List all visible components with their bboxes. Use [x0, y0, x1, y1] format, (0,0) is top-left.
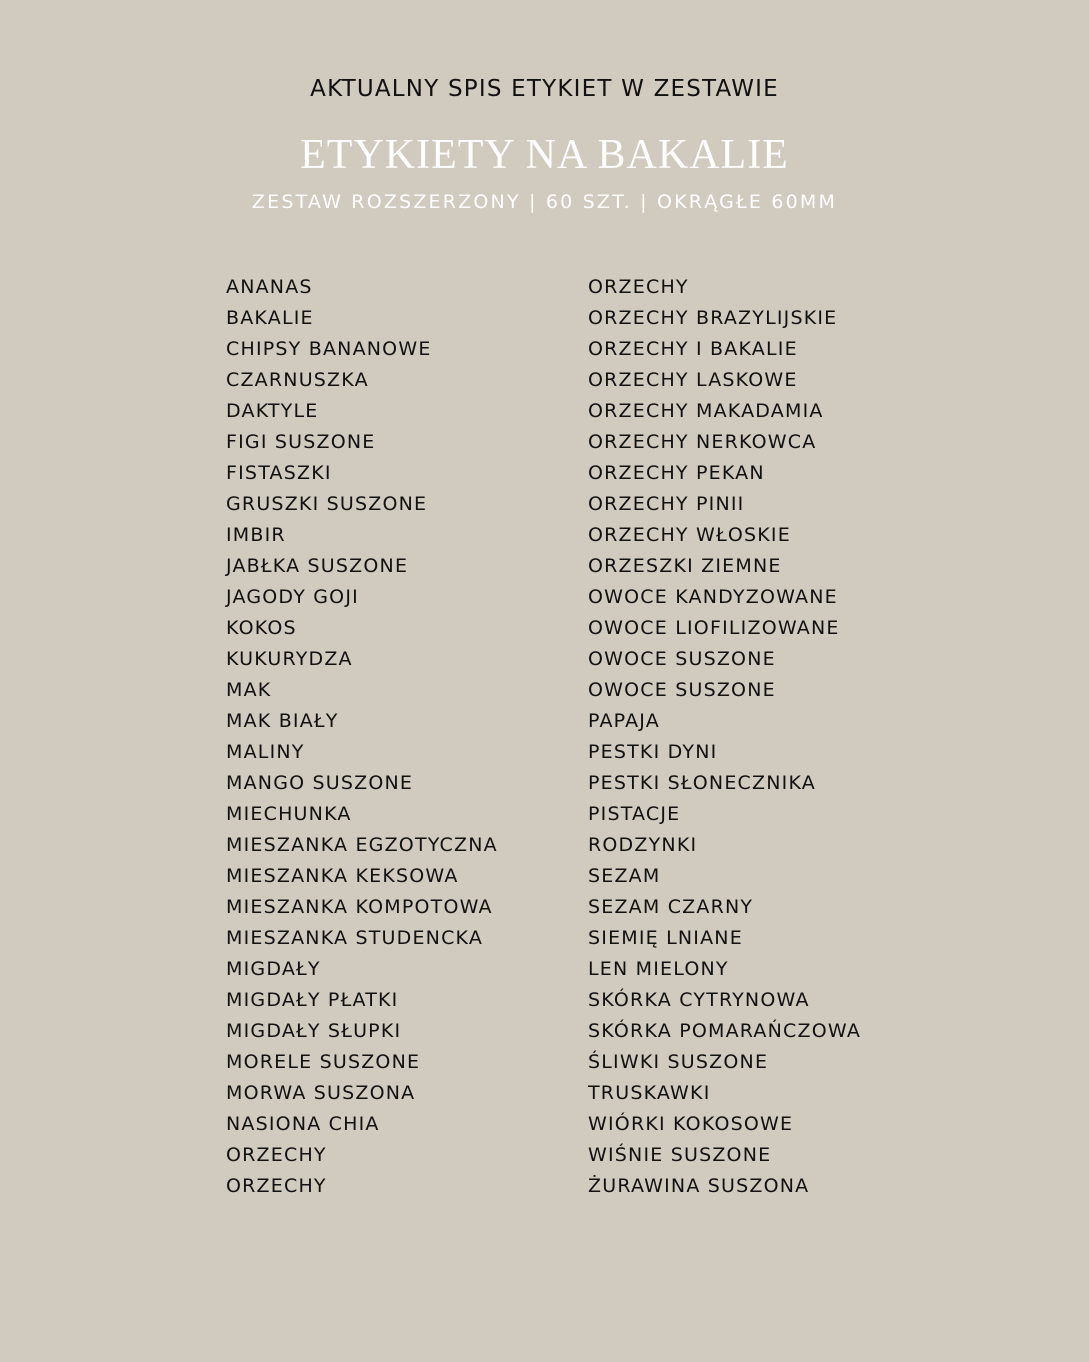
label-list-item: FISTASZKI [226, 462, 332, 484]
label-list-item: ORZECHY I BAKALIE [588, 338, 798, 360]
label-list-item: ORZECHY [226, 1144, 327, 1166]
label-list-item: SKÓRKA CYTRYNOWA [588, 989, 810, 1011]
label-list-item: LEN MIELONY [588, 958, 729, 980]
label-list-item: OWOCE KANDYZOWANE [588, 586, 838, 608]
label-list-item: TRUSKAWKI [588, 1082, 711, 1104]
label-list-item: MIESZANKA EGZOTYCZNA [226, 834, 498, 856]
label-list-item: MIESZANKA KEKSOWA [226, 865, 459, 887]
label-list-item: ORZECHY [588, 276, 689, 298]
label-list-item: MORWA SUSZONA [226, 1082, 416, 1104]
label-list-item: MIGDAŁY [226, 958, 321, 980]
page-header [0, 72, 1089, 218]
label-list-item: OWOCE SUSZONE [588, 648, 776, 670]
header-kicker: AKTUALNY SPIS ETYKIET W ZESTAWIE [310, 76, 779, 102]
label-list-item: MIGDAŁY SŁUPKI [226, 1020, 402, 1042]
label-list-item: GRUSZKI SUSZONE [226, 493, 428, 515]
label-list-item: MALINY [226, 741, 305, 763]
label-list-item: NASIONA CHIA [226, 1113, 380, 1135]
label-list-item: PESTKI DYNI [588, 741, 718, 763]
label-list-item: MORELE SUSZONE [226, 1051, 421, 1073]
label-list-item: JABŁKA SUSZONE [226, 555, 409, 577]
label-list-item: SIEMIĘ LNIANE [588, 927, 743, 949]
label-list-item: PAPAJA [588, 710, 660, 732]
labels-column-left [226, 272, 566, 1202]
label-list-item: ORZECHY LASKOWE [588, 369, 798, 391]
label-list-item: MANGO SUSZONE [226, 772, 414, 794]
label-list-item: CZARNUSZKA [226, 369, 369, 391]
label-list-item: SKÓRKA POMARAŃCZOWA [588, 1020, 862, 1042]
label-list-item: ORZECHY MAKADAMIA [588, 400, 824, 422]
label-list-item: PISTACJE [588, 803, 681, 825]
label-list-item: CHIPSY BANANOWE [226, 338, 432, 360]
label-list-item: ORZECHY PEKAN [588, 462, 765, 484]
label-list-item: KOKOS [226, 617, 297, 639]
label-list-item: ORZESZKI ZIEMNE [588, 555, 782, 577]
label-list-item: ORZECHY NERKOWCA [588, 431, 817, 453]
label-list-item: IMBIR [226, 524, 286, 546]
label-list-item: OWOCE LIOFILIZOWANE [588, 617, 840, 639]
label-list-item: ŻURAWINA SUSZONA [588, 1175, 810, 1197]
label-list-item: PESTKI SŁONECZNIKA [588, 772, 816, 794]
labels-list-area [0, 272, 1089, 1212]
label-list-item: ORZECHY [226, 1175, 327, 1197]
label-list-item: MIGDAŁY PŁATKI [226, 989, 399, 1011]
label-list-item: MAK [226, 679, 272, 701]
label-list-item: ORZECHY WŁOSKIE [588, 524, 791, 546]
label-list-item: BAKALIE [226, 307, 314, 329]
label-list-item: MIESZANKA STUDENCKA [226, 927, 484, 949]
label-list-item: JAGODY GOJI [226, 586, 359, 608]
label-list-item: MIECHUNKA [226, 803, 352, 825]
label-list-item: MAK BIAŁY [226, 710, 339, 732]
label-list-item: WIŚNIE SUSZONE [588, 1144, 772, 1166]
label-list-item: ORZECHY PINII [588, 493, 745, 515]
set-subtitle: ZESTAW ROZSZERZONY | 60 SZT. | OKRĄGŁE 60MM [251, 191, 838, 213]
label-list-item: SEZAM CZARNY [588, 896, 754, 918]
label-list-item: DAKTYLE [226, 400, 319, 422]
labels-column-right [588, 272, 948, 1202]
label-list-item: KUKURYDZA [226, 648, 353, 670]
page-title: ETYKIETY NA BAKALIE [300, 132, 789, 178]
label-list-item: MIESZANKA KOMPOTOWA [226, 896, 493, 918]
label-list-item: OWOCE SUSZONE [588, 679, 776, 701]
label-list-item: FIGI SUSZONE [226, 431, 376, 453]
label-list-item: ŚLIWKI SUSZONE [588, 1051, 769, 1073]
label-list-item: ORZECHY BRAZYLIJSKIE [588, 307, 838, 329]
label-list-item: WIÓRKI KOKOSOWE [588, 1113, 794, 1135]
label-list-item: RODZYNKI [588, 834, 698, 856]
label-list-item: SEZAM [588, 865, 661, 887]
label-list-item: ANANAS [226, 276, 313, 298]
